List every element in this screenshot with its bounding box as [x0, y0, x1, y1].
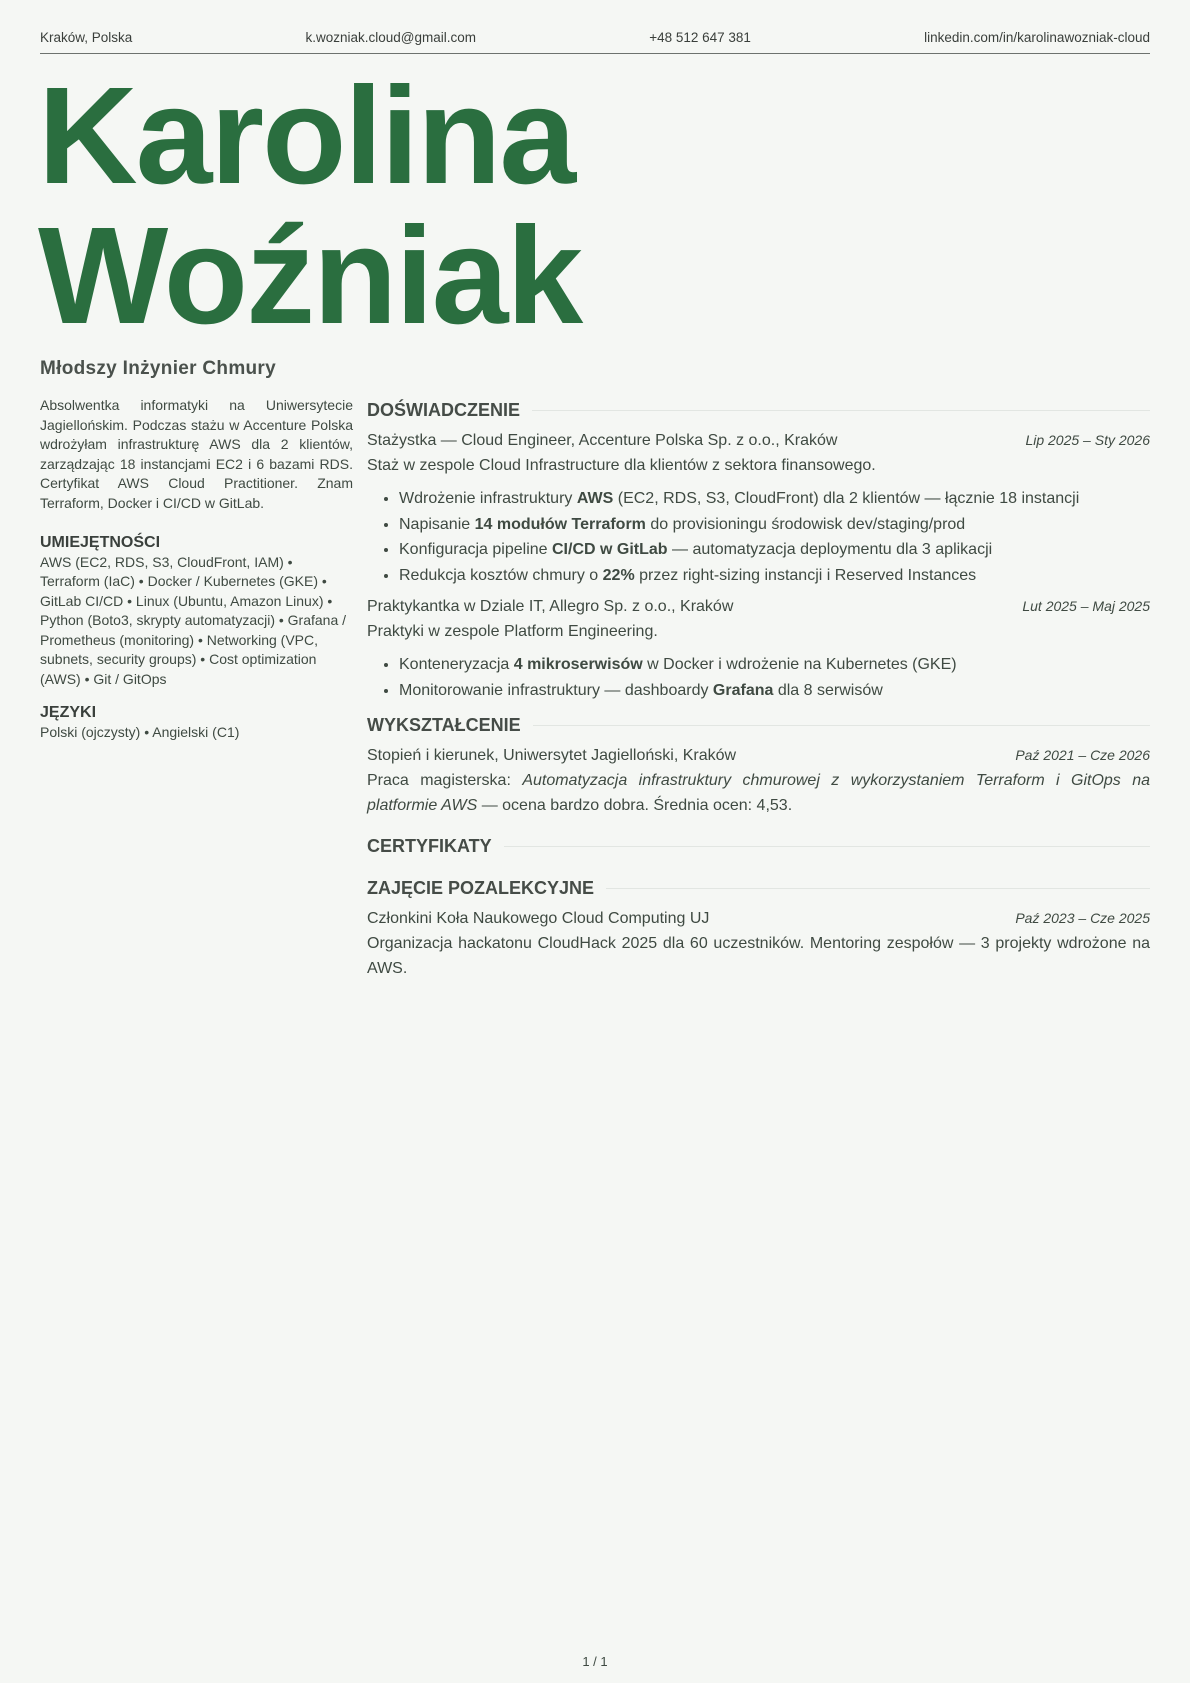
left-column [40, 396, 353, 742]
job-bullet [399, 512, 1150, 538]
bullet-text: Konfiguracja pipeline [399, 541, 552, 558]
job-date: Lip 2025 – Sty 2026 [1025, 432, 1150, 448]
job-bullet [399, 486, 1150, 512]
extracurricular-role: Członkini Koła Naukowego Cloud Computing UJ [367, 910, 710, 927]
job-title: Młodszy Inżynier Chmury [40, 358, 276, 379]
education-entry [367, 743, 1150, 768]
school: Stopień i kierunek, Uniwersytet Jagielloński, Kraków [367, 747, 737, 764]
bullet-highlight: 4 mikroserwisów [513, 656, 643, 673]
job-date: Lut 2025 – Maj 2025 [1022, 598, 1150, 614]
job-description: Praktyki w zespole Platform Engineering. [367, 623, 658, 640]
bullet-text: do provisioningu środowisk dev/staging/prod [645, 515, 966, 533]
extracurricular-desc: Organizacja hackatonu CloudHack 2025 dla 60 uczestników. Mentoring zespołów — 3 projekty wdrożone na AWS. [367, 935, 1150, 977]
job-bullet [399, 678, 1150, 704]
job-bullets [399, 652, 1150, 703]
education-heading-text: WYKSZTAŁCENIE [367, 714, 521, 735]
job-entry [367, 594, 1150, 703]
last-name: Woźniak [38, 199, 582, 353]
right-column [367, 396, 1150, 981]
extracurricular-date: Paź 2023 – Cze 2025 [1015, 910, 1150, 926]
bullet-highlight: CI/CD w GitLab [552, 541, 668, 558]
bullet-highlight: 14 modułów Terraform [474, 515, 646, 533]
bullet-text: Napisanie [399, 515, 475, 533]
bullet-text: Redukcja kosztów chmury o [399, 566, 603, 584]
bullet-text: Konteneryzacja [399, 656, 514, 673]
bullet-text: przez right-sizing instancji i Reserved Instances [634, 566, 977, 584]
phone: +48 512 647 381 [649, 30, 751, 45]
job-entry [367, 428, 1150, 588]
thesis-label: Praca magisterska: [367, 772, 523, 789]
job-bullet [399, 563, 1150, 589]
skills-heading: UMIEJĘTNOŚCI [40, 534, 161, 551]
thesis-title: Automatyzacja infrastruktury chmurowej z wykorzystaniem Terraform i GitOps na platformie AWS [367, 772, 1151, 814]
bullet-highlight: Grafana [712, 681, 774, 699]
experience-heading-text: DOŚWIADCZENIE [367, 399, 520, 420]
thesis-grade: — ocena bardzo dobra. Średnia ocen: 4,53. [477, 797, 793, 814]
job-header [367, 594, 1150, 619]
page-number: 1 / 1 [582, 1654, 608, 1669]
languages-list: Polski (ojczysty) • Angielski (C1) [40, 723, 240, 740]
linkedin-link[interactable]: linkedin.com/in/karolinawozniak-cloud [924, 30, 1150, 45]
job-bullet [399, 537, 1150, 563]
skills-list: AWS (EC2, RDS, S3, CloudFront, IAM) • Terraform (IaC) • Docker / Kubernetes (GKE) • GitLab CI/CD • Linux (Ubuntu, Amazon Linux) • Python (Boto3, skrypty automatyzacji) • Grafana / Prometheus (monitoring) • Networking (VPC, subnets, security groups) • Cost optimization (AWS) • Git / GitOps [40, 553, 347, 687]
education-date: Paź 2021 – Cze 2026 [1015, 747, 1150, 763]
bullet-text: w Docker i wdrożenie na Kubernetes (GKE) [642, 656, 957, 673]
experience-list [367, 428, 1150, 703]
languages-heading: JĘZYKI [40, 704, 97, 721]
certificates-heading [367, 832, 1150, 860]
bullet-highlight: AWS [576, 490, 614, 507]
extracurricular-heading [367, 874, 1150, 902]
education-heading [367, 711, 1150, 739]
email-link[interactable]: k.wozniak.cloud@gmail.com [305, 30, 477, 45]
bullet-highlight: 22% [602, 566, 635, 584]
thesis [367, 768, 1150, 818]
contact-bar [40, 30, 1150, 54]
bullet-text: — automatyzacja deploymentu dla 3 aplikacji [667, 541, 993, 558]
bullet-text: dla 8 serwisów [773, 681, 883, 699]
job-header [367, 428, 1150, 453]
job-role: Praktykantka w Dziale IT, Allegro Sp. z o.o., Kraków [367, 598, 734, 615]
summary: Absolwentka informatyki na Uniwersytecie Jagiellońskim. Podczas stażu w Accenture Polska wdrożyłam infrastrukturę AWS dla 2 klientów, zarządzając 18 instancjami EC2 i 6 bazami RDS. Certyfikat AWS Cloud Practitioner. Znam Terraform, Docker i CI/CD w GitLab. [40, 397, 353, 511]
bullet-text: Monitorowanie infrastruktury — dashboardy [399, 681, 713, 699]
experience-heading [367, 396, 1150, 424]
job-bullet [399, 652, 1150, 678]
job-description: Staż w zespole Cloud Infrastructure dla klientów z sektora finansowego. [367, 457, 876, 474]
extracurricular-entry [367, 906, 1150, 931]
full-name [38, 59, 582, 353]
extracurricular-heading-text: ZAJĘCIE POZALEKCYJNE [367, 877, 595, 898]
bullet-text: Wdrożenie infrastruktury [399, 490, 577, 507]
first-name: Karolina [38, 59, 575, 213]
job-bullets [399, 486, 1150, 588]
bullet-text: (EC2, RDS, S3, CloudFront) dla 2 klientów — łącznie 18 instancji [613, 490, 1080, 507]
certificates-heading-text: CERTYFIKATY [367, 835, 492, 856]
location: Kraków, Polska [40, 30, 133, 45]
job-role: Stażystka — Cloud Engineer, Accenture Polska Sp. z o.o., Kraków [367, 432, 838, 449]
